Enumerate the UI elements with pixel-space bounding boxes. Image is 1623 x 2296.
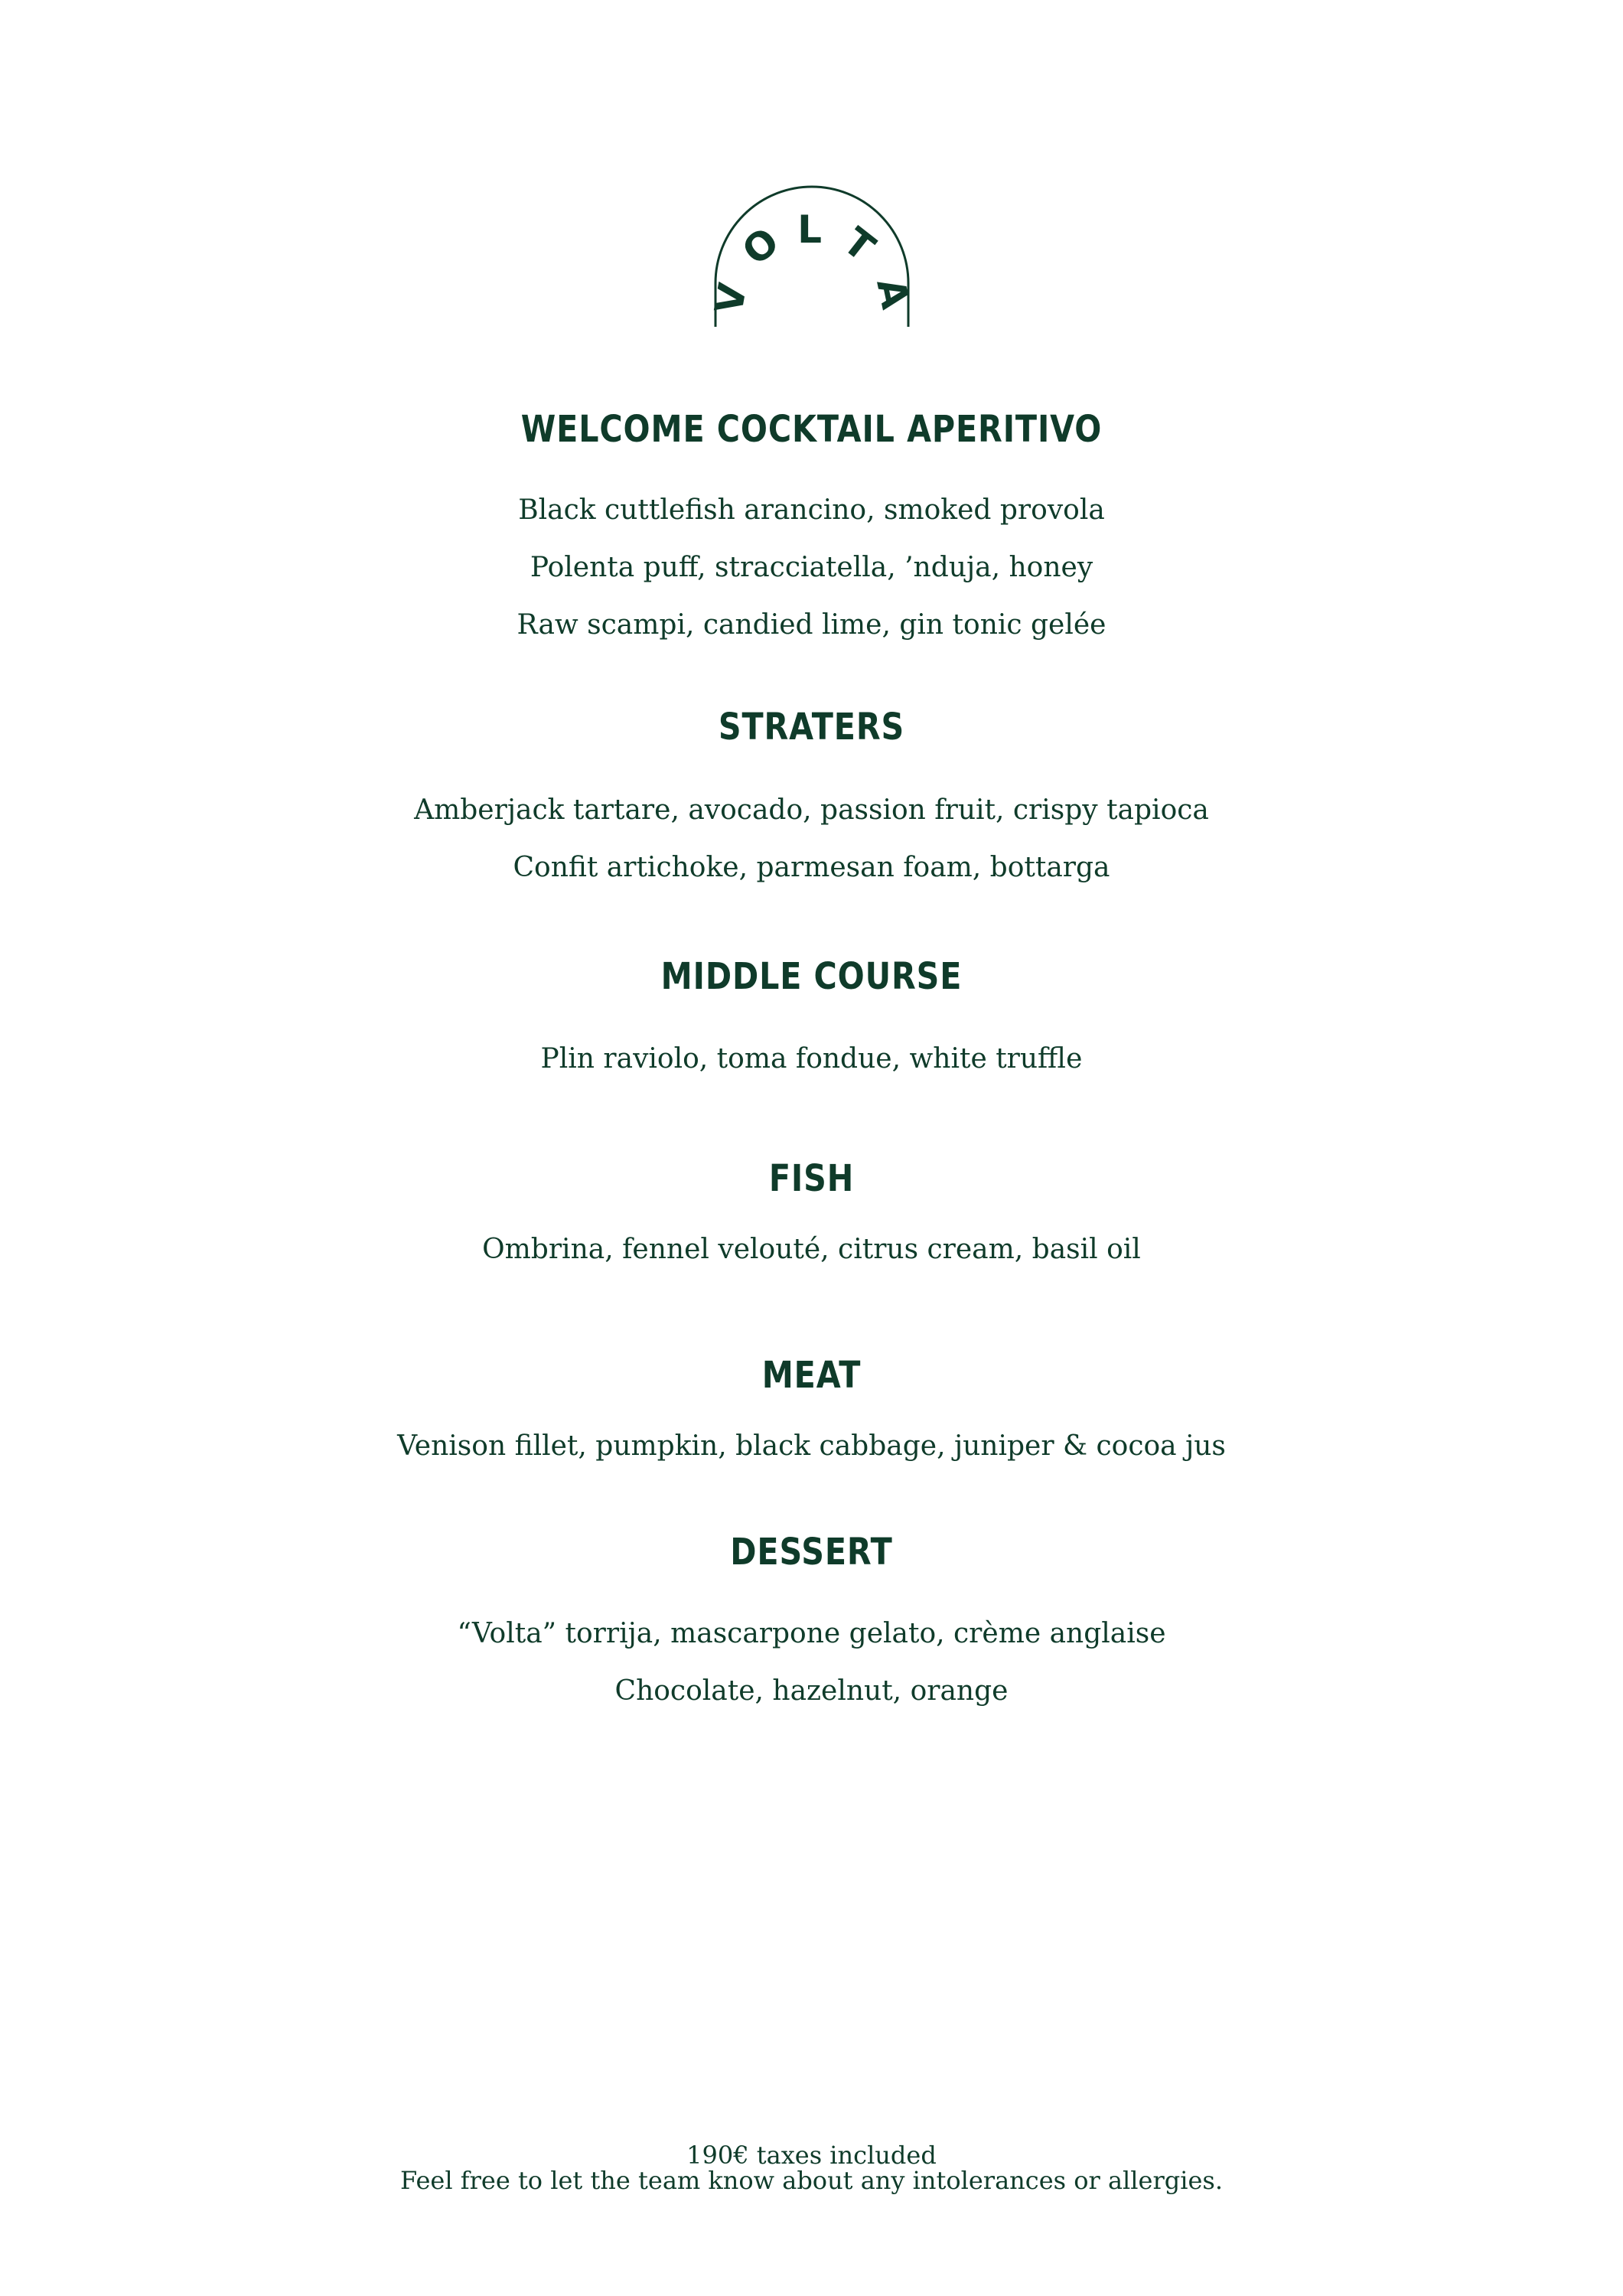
section-heading-dessert: DESSERT xyxy=(730,1531,893,1574)
svg-text:A: A xyxy=(868,274,918,313)
section-heading-fish: FISH xyxy=(768,1157,855,1200)
menu-item: Chocolate, hazelnut, orange xyxy=(614,1675,1009,1707)
volta-logo xyxy=(706,195,918,333)
price-note: 190€ taxes included xyxy=(686,2141,937,2170)
menu-item: Plin raviolo, toma fondue, white truffle xyxy=(540,1043,1083,1075)
section-heading-welcome: WELCOME COCKTAIL APERITIVO xyxy=(520,408,1103,451)
menu-item: Amberjack tartare, avocado, passion fruit, crispy tapioca xyxy=(414,794,1209,826)
menu-item: Venison fillet, pumpkin, black cabbage, juniper & cocoa jus xyxy=(397,1430,1226,1462)
svg-text:T: T xyxy=(835,219,883,270)
svg-text:V: V xyxy=(706,279,756,318)
svg-text:O: O xyxy=(734,219,787,274)
menu-item: Polenta puff, stracciatella, ’nduja, honey xyxy=(530,552,1093,583)
menu-item: Raw scampi, candied lime, gin tonic gelée xyxy=(517,609,1106,641)
section-heading-meat: MEAT xyxy=(761,1354,862,1397)
menu-item: Black cuttlefish arancino, smoked provola xyxy=(518,494,1105,526)
menu-item: Confit artichoke, parmesan foam, bottarga xyxy=(513,852,1110,883)
allergy-note: Feel free to let the team know about any intolerances or allergies. xyxy=(400,2166,1223,2195)
svg-text:L: L xyxy=(797,207,822,252)
menu-item: “Volta” torrija, mascarpone gelato, crème anglaise xyxy=(457,1618,1166,1649)
section-heading-straters: STRATERS xyxy=(718,706,905,748)
menu-item: Ombrina, fennel velouté, citrus cream, basil oil xyxy=(482,1234,1141,1265)
section-heading-middle-course: MIDDLE COURSE xyxy=(660,955,963,998)
